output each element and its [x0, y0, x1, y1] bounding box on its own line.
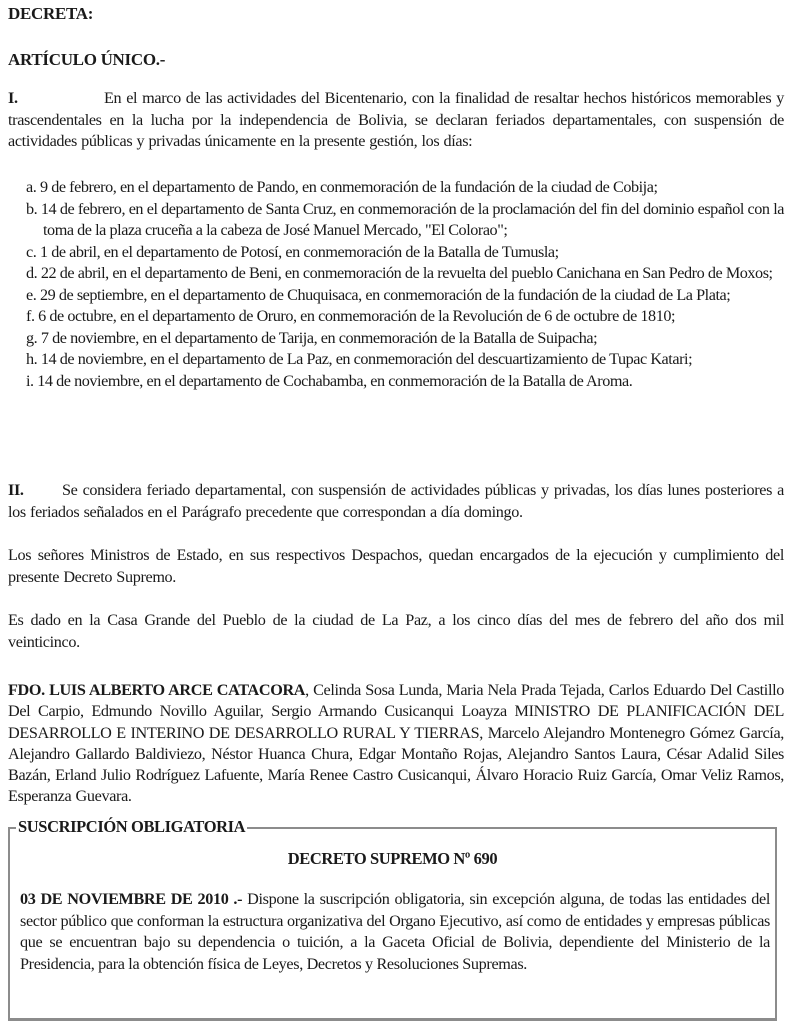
articulo-unico-heading: ARTÍCULO ÚNICO.- [8, 50, 166, 69]
decree-690-title: DECRETO SUPREMO Nº 690 [287, 849, 498, 868]
list-item-text: 7 de noviembre, en el departamento de Tarija, en conmemoración de la Batalla de Suipacha; [40, 328, 598, 347]
paragraph-i [8, 88, 784, 153]
subscription-box-legend: SUSCRIPCIÓN OBLIGATORIA [18, 817, 246, 836]
paragraph-ii-text: Se considera feriado departamental, con suspensión de actividades públicas y privadas, los días lunes posteriores a los feriados señalados en el Parágrafo precedente que correspondan a día domingo. [8, 481, 784, 521]
list-item-text: 29 de septiembre, en el departamento de Chuquisaca, en conmemoración de la fundación de la ciudad de La Plata; [39, 285, 731, 304]
list-item-letter: e. [26, 285, 37, 304]
list-item-letter: b. [26, 199, 38, 218]
decreta-heading: DECRETA: [8, 4, 94, 23]
holiday-list [26, 177, 784, 392]
list-item [26, 177, 784, 199]
signatures-paragraph [8, 680, 784, 808]
decree-690-text [20, 889, 770, 975]
list-item-text: 1 de abril, en el departamento de Potosí, en conmemoración de la Batalla de Tumusla; [39, 242, 559, 261]
list-item-letter: h. [26, 350, 38, 368]
list-item-letter: c. [26, 242, 37, 261]
subscription-box [8, 817, 777, 1021]
list-item [26, 306, 784, 328]
list-item-letter: f. [26, 307, 35, 325]
ministers-signatures: , Celinda Sosa Lunda, Maria Nela Prada Tejada, Carlos Eduardo Del Castillo Del Carpio, Edmundo Novillo Aguilar, Sergio Armando Cusicanqui Loayza MINISTRO DE PLANIFICACIÓN DEL DESARROLLO E INTERINO DE DESARROLLO RURAL Y TIERRAS, Marcelo Alejandro Montenegro Gómez García, Alejandro Gallardo Baldiviezo, Néstor Huanca Chura, Edgar Montaño Rojas, Alejandro Santos Laura, César Adalid Siles Bazán, Erland Julio Rodríguez Lafuente, María Renee Castro Cusicanqui, Álvaro Horacio Ruiz García, Omar Veliz Ramos, Esperanza Guevara. [8, 681, 784, 806]
list-item-text: 6 de octubre, en el departamento de Oruro, en conmemoración de la Revolución de 6 de octubre de 1810; [38, 307, 676, 325]
list-item-text: 9 de febrero, en el departamento de Pando, en conmemoración de la fundación de la ciudad de Cobija; [39, 178, 658, 196]
list-item [26, 242, 784, 264]
list-item-letter: a. [26, 178, 37, 196]
list-item-letter: g. [26, 328, 38, 347]
list-item-text: 14 de febrero, en el departamento de Santa Cruz, en conmemoración de la proclamación del fin del dominio español con la toma de la plaza cruceña a la cabeza de José Manuel Mercado, "El Colorao"; [40, 199, 784, 239]
list-item-text: 14 de noviembre, en el departamento de Cochabamba, en conmemoración de la Batalla de Aroma. [37, 371, 633, 390]
president-signature: FDO. LUIS ALBERTO ARCE CATACORA [8, 681, 306, 699]
ministers-paragraph: Los señores Ministros de Estado, en sus respectivos Despachos, quedan encargados de la ejecución y cumplimiento del presente Decreto Supremo. [8, 546, 784, 586]
list-item-letter: i. [26, 371, 34, 390]
paragraph-i-number: I. [8, 89, 18, 107]
list-item [26, 285, 784, 307]
list-item-text: 14 de noviembre, en el departamento de La Paz, en conmemoración del descuartizamiento de Tupac Katari; [40, 350, 693, 368]
paragraph-ii [8, 480, 784, 523]
list-item [26, 371, 784, 393]
paragraph-ii-number: II. [8, 481, 24, 499]
list-item [26, 328, 784, 350]
list-item [26, 199, 784, 242]
decree-690-body: Dispone la suscripción obligatoria, sin excepción alguna, de todas las entidades del sector público que conforman la estructura organizativa del Organo Ejecutivo, así como de entidades y empresas públicas que se encuentran bajo su dependencia o tuición, a la Gaceta Oficial de Bolivia, dependiente del Ministerio de la Presidencia, para la obtención física de Leyes, Decretos y Resoluciones Supremas. [20, 890, 770, 973]
paragraph-i-text: En el marco de las actividades del Bicentenario, con la finalidad de resaltar hechos históricos memorables y trascendentales en la lucha por la independencia de Bolivia, se declaran feriados departamentales, con suspensión de actividades públicas y privadas únicamente en la presente gestión, los días: [8, 89, 784, 150]
list-item-text: 22 de abril, en el departamento de Beni, en conmemoración de la revuelta del pueblo Canichana en San Pedro de Moxos; [40, 264, 773, 282]
given-paragraph: Es dado en la Casa Grande del Pueblo de la ciudad de La Paz, a los cinco días del mes de febrero del año dos mil veinticinco. [8, 611, 784, 651]
list-item-letter: d. [26, 264, 38, 282]
list-item [26, 349, 784, 371]
decree-690-date: 03 DE NOVIEMBRE DE 2010 .- [20, 890, 243, 908]
list-item [26, 263, 784, 285]
